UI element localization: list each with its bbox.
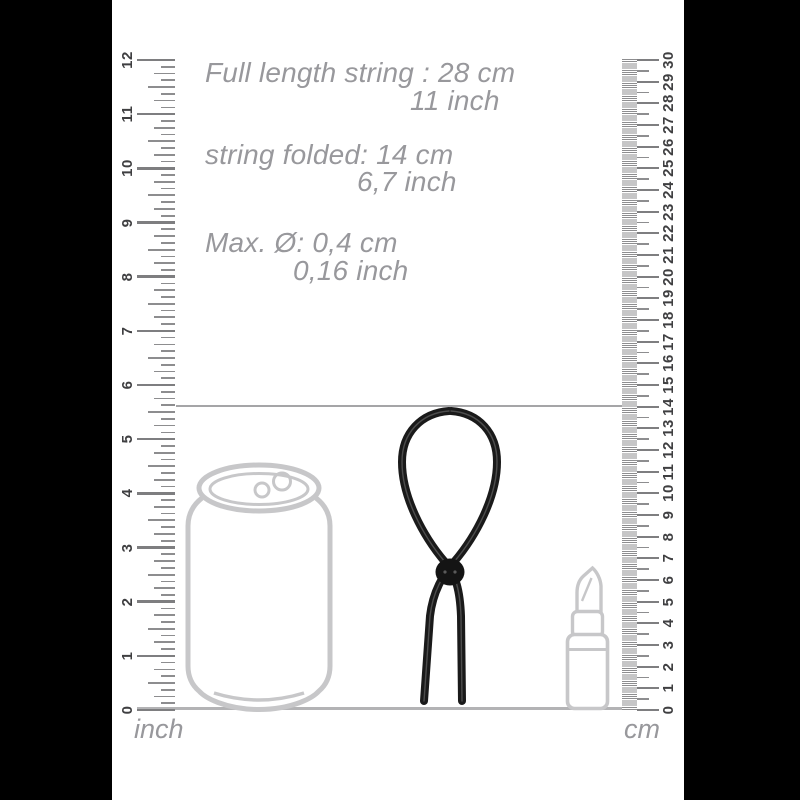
ruler-tick (637, 460, 649, 462)
ruler-tick (154, 614, 175, 616)
ruler-number: 18 (659, 311, 677, 329)
ruler-tick (154, 208, 175, 210)
ruler-tick (161, 540, 175, 542)
ruler-tick (637, 503, 649, 505)
ruler-number: 26 (659, 137, 677, 156)
ruler-tick (148, 574, 175, 576)
ruler-number: 11 (118, 105, 136, 123)
ruler-tick (154, 316, 175, 318)
ruler-tick (637, 601, 659, 603)
ruler-number: 21 (659, 246, 677, 264)
full-length-cm-text: Full length string : 28 cm (205, 57, 516, 88)
ruler-tick (161, 107, 175, 109)
ruler-tick (637, 70, 649, 72)
ruler-tick (637, 189, 659, 191)
ruler-tick (161, 404, 175, 406)
ruler-tick (161, 188, 175, 190)
ruler-tick (161, 689, 175, 691)
ruler-tick (137, 167, 175, 170)
ruler-tick (148, 357, 175, 359)
ruler-tick (637, 276, 659, 278)
ruler-number: 24 (659, 181, 677, 199)
ruler-tick (637, 417, 649, 419)
ruler-tick (161, 486, 175, 488)
ruler-tick (161, 526, 175, 528)
ruler-tick (154, 479, 175, 481)
ruler-tick (161, 472, 175, 474)
ruler-tick (637, 200, 649, 202)
ruler-tick (154, 344, 175, 346)
ruler-tick (154, 181, 175, 183)
ruler-tick (137, 492, 175, 495)
ruler-number: 20 (659, 267, 677, 286)
ruler-number: 5 (118, 434, 136, 444)
ruler-tick (637, 438, 649, 440)
ruler-tick (161, 93, 175, 95)
ruler-number: 14 (659, 397, 677, 416)
ruler-tick (161, 256, 175, 258)
ruler-tick (637, 341, 659, 343)
ruler-number: 19 (659, 289, 677, 308)
ruler-tick (637, 395, 649, 397)
ruler-number: 8 (118, 272, 136, 282)
ruler-tick (161, 553, 175, 555)
ruler-tick (161, 323, 175, 325)
ruler-number: 9 (659, 510, 677, 520)
diagram-canvas (112, 0, 684, 800)
ruler-tick (637, 525, 649, 527)
ruler-number: 9 (118, 218, 136, 227)
ruler-tick (637, 352, 649, 354)
ruler-number: 2 (118, 597, 136, 607)
ruler-tick (154, 641, 175, 643)
ruler-tick (154, 262, 175, 264)
ruler-tick (637, 384, 659, 386)
cord-strand-a-sheen (402, 411, 462, 701)
ruler-tick (637, 92, 649, 94)
ruler-tick (637, 124, 659, 126)
ruler-tick (161, 391, 175, 393)
ruler-tick (637, 557, 659, 559)
ruler-tick (637, 254, 659, 256)
ruler-tick (137, 275, 175, 278)
ruler-number: 2 (659, 662, 677, 672)
ruler-number: 12 (118, 51, 136, 69)
ruler-number: 13 (659, 419, 677, 438)
ruler-tick (161, 675, 175, 677)
ruler-tick (637, 102, 659, 104)
ruler-tick (637, 427, 659, 429)
diameter-cm-text: Max. Ø: 0,4 cm (205, 227, 398, 258)
bead-hole-right (453, 570, 456, 573)
ruler-number: 10 (659, 484, 677, 503)
ruler-number: 3 (118, 543, 136, 552)
ruler-tick (137, 384, 175, 387)
ruler-tick (148, 519, 175, 521)
ruler-tick (637, 211, 659, 213)
ruler-number: 22 (659, 224, 677, 243)
ruler-number: 0 (659, 705, 677, 715)
ruler-tick (137, 330, 175, 333)
lipstick-body (568, 635, 608, 709)
ruler-tick (154, 100, 175, 102)
slider-bead (436, 559, 465, 586)
ruler-tick (637, 492, 659, 494)
ruler-tick (637, 687, 659, 689)
ruler-tick (637, 655, 649, 657)
ruler-number: 16 (659, 354, 677, 373)
ruler-tick (154, 587, 175, 589)
cm-unit-label: cm (624, 714, 660, 744)
ruler-tick (637, 449, 659, 451)
ruler-tick (161, 79, 175, 81)
ruler-tick (161, 228, 175, 230)
ruler-tick (161, 581, 175, 583)
ruler-tick (161, 296, 175, 298)
folded-inch-text: 6,7 inch (357, 166, 457, 197)
ruler-tick (154, 560, 175, 562)
ruler-tick (637, 308, 649, 310)
ruler-tick (161, 337, 175, 339)
ruler-tick (637, 536, 659, 538)
ruler-tick (637, 59, 659, 61)
can-body-outline (188, 498, 330, 710)
ruler-tick (137, 438, 175, 441)
ruler-tick (154, 398, 175, 400)
ruler-tick (637, 568, 649, 570)
ruler-tick (161, 648, 175, 650)
ruler-tick (637, 471, 659, 473)
ruler-tick (154, 425, 175, 427)
ruler-number: 15 (659, 376, 677, 394)
ruler-tick (637, 146, 659, 148)
ruler-tick (161, 499, 175, 501)
cm-ruler-millimeter-band (622, 59, 637, 710)
ruler-tick (161, 269, 175, 271)
ruler-tick (637, 698, 649, 700)
cord-loop-product-illustration (395, 400, 507, 712)
ruler-tick (154, 533, 175, 535)
ruler-tick (161, 283, 175, 285)
ruler-tick (161, 364, 175, 366)
ruler-number: 4 (659, 618, 677, 628)
ruler-number: 3 (659, 640, 677, 650)
ruler-number: 6 (118, 380, 136, 390)
ruler-number: 28 (659, 94, 677, 113)
ruler-tick (161, 242, 175, 244)
ruler-tick (637, 514, 659, 516)
ruler-tick (637, 666, 659, 668)
ruler-tick (161, 608, 175, 610)
ruler-tick (637, 709, 659, 711)
ruler-tick (637, 135, 649, 137)
ruler-tick (637, 113, 649, 115)
soda-can-illustration (182, 458, 337, 714)
ruler-tick (637, 547, 649, 549)
ruler-number: 17 (659, 332, 677, 351)
ruler-tick (137, 655, 175, 658)
ruler-tick (148, 465, 175, 467)
ruler-tick (161, 621, 175, 623)
ruler-tick (161, 432, 175, 434)
ruler-tick (637, 579, 659, 581)
ruler-tick (161, 174, 175, 176)
ruler-tick (161, 418, 175, 420)
ruler-number: 5 (659, 597, 677, 607)
ruler-tick (161, 201, 175, 203)
ruler-number: 30 (659, 51, 677, 69)
ruler-tick (637, 265, 649, 267)
ruler-tick (154, 669, 175, 671)
ruler-tick (161, 134, 175, 136)
ruler-number: 27 (659, 116, 677, 134)
ruler-tick (161, 459, 175, 461)
ruler-tick (148, 194, 175, 196)
ruler-number: 23 (659, 202, 677, 221)
bead-hole-left (443, 570, 446, 573)
ruler-number: 1 (118, 651, 136, 661)
ruler-tick (161, 702, 175, 704)
lipstick-bullet (577, 568, 601, 613)
ruler-tick (637, 406, 659, 408)
ruler-tick (161, 567, 175, 569)
ruler-tick (161, 147, 175, 149)
ruler-tick (161, 513, 175, 515)
ruler-tick (161, 66, 175, 68)
ruler-tick (154, 154, 175, 156)
ruler-tick (637, 178, 649, 180)
ruler-number: 11 (659, 463, 677, 481)
ruler-tick (637, 362, 659, 364)
ruler-tick (137, 221, 175, 224)
ruler-number: 0 (118, 705, 136, 715)
ruler-tick (637, 644, 659, 646)
ruler-tick (637, 373, 649, 375)
ruler-number: 6 (659, 575, 677, 585)
ruler-tick (154, 73, 175, 75)
ruler-number: 8 (659, 532, 677, 542)
ruler-tick (637, 319, 659, 321)
ruler-tick (637, 612, 649, 614)
ruler-tick (637, 81, 659, 83)
ruler-tick (154, 371, 175, 373)
ruler-tick (637, 157, 649, 159)
lipstick-illustration (562, 560, 612, 712)
ruler-tick (637, 287, 649, 289)
ruler-tick (161, 350, 175, 352)
ruler-tick (161, 594, 175, 596)
ruler-tick (637, 330, 649, 332)
ruler-tick (637, 222, 649, 224)
ruler-tick (137, 600, 175, 603)
ruler-tick (148, 411, 175, 413)
ruler-number: 12 (659, 441, 677, 459)
ruler-number: 7 (118, 326, 136, 336)
ruler-tick (154, 452, 175, 454)
full-length-inch-text: 11 inch (410, 85, 500, 116)
ruler-tick (161, 377, 175, 379)
ruler-tick (161, 662, 175, 664)
ruler-tick (148, 140, 175, 142)
ruler-tick (154, 127, 175, 129)
ruler-tick (637, 482, 649, 484)
ruler-tick (637, 590, 649, 592)
folded-cm-text: string folded: 14 cm (205, 139, 454, 170)
ruler-tick (148, 249, 175, 251)
ruler-tick (161, 445, 175, 447)
cord-strand-a (402, 411, 462, 701)
ruler-tick (148, 86, 175, 88)
ruler-number: 10 (118, 159, 136, 178)
ruler-tick (148, 303, 175, 305)
ruler-tick (154, 289, 175, 291)
ruler-tick (161, 635, 175, 637)
ruler-number: 29 (659, 72, 677, 91)
ruler-tick (154, 506, 175, 508)
ruler-tick (637, 243, 649, 245)
ruler-number: 25 (659, 159, 677, 178)
ruler-tick (161, 310, 175, 312)
ruler-tick (137, 546, 175, 549)
ruler-tick (161, 161, 175, 163)
ruler-tick (137, 113, 175, 116)
ruler-tick (148, 628, 175, 630)
ruler-tick (154, 696, 175, 698)
ruler-tick (161, 215, 175, 217)
ruler-number: 4 (118, 488, 136, 498)
ruler-tick (637, 677, 649, 679)
ruler-tick (637, 167, 659, 169)
ruler-tick (637, 297, 659, 299)
ruler-number: 7 (659, 553, 677, 563)
ruler-tick (161, 120, 175, 122)
ruler-tick (637, 622, 659, 624)
ruler-tick (154, 235, 175, 237)
diameter-inch-text: 0,16 inch (293, 255, 409, 286)
ruler-tick (137, 59, 175, 62)
ruler-tick (637, 633, 649, 635)
ruler-number: 1 (659, 683, 677, 693)
inch-unit-label: inch (134, 714, 184, 744)
ruler-tick (148, 682, 175, 684)
ruler-tick (637, 232, 659, 234)
